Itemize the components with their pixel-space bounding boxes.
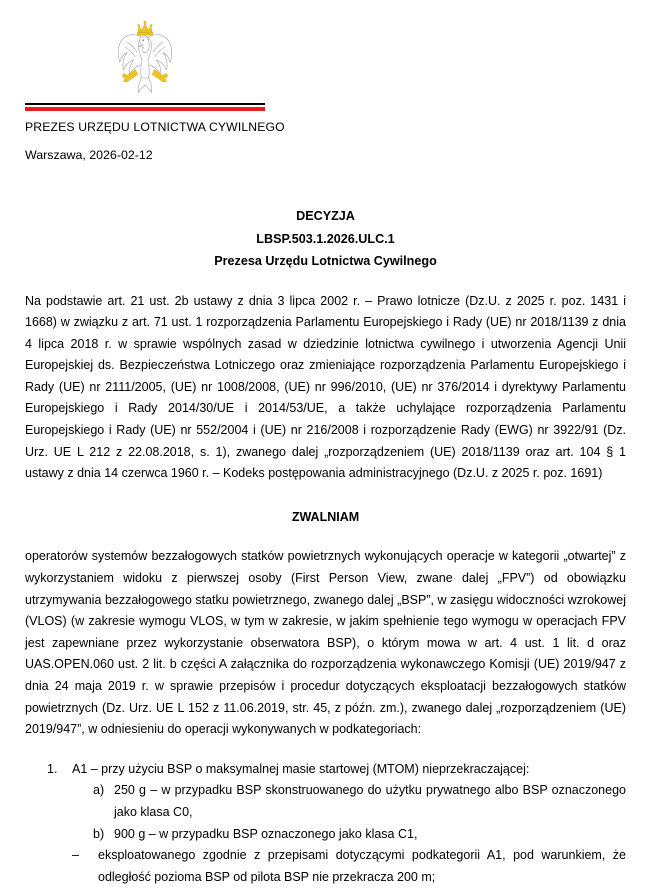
list-item bbox=[25, 780, 626, 823]
list-item-text: 900 g – w przypadku BSP oznaczonego jako klasa C1, bbox=[114, 826, 418, 841]
place-and-date: Warszawa, 2026-02-12 bbox=[25, 148, 153, 162]
decision-reference-number: LBSP.503.1.2026.ULC.1 bbox=[256, 231, 395, 246]
header-rule-red bbox=[25, 107, 265, 111]
list-item-marker: b) bbox=[93, 826, 105, 841]
list-item-marker: a) bbox=[93, 783, 105, 798]
list-item-text: 250 g – w przypadku BSP skonstruowanego do użytku prywatnego albo BSP oznaczonego jako klasa C0, bbox=[114, 783, 626, 819]
list-item-text: eksploatowanego zgodnie z przepisami dotyczącymi podkategorii A1, pod warunkiem, że odległość pozioma BSP od pilota BSP nie przekracza 200 m; bbox=[98, 848, 626, 884]
subcategory-list bbox=[25, 759, 626, 888]
list-item-marker: – bbox=[72, 848, 79, 863]
document-body bbox=[25, 205, 626, 888]
letterhead bbox=[25, 18, 285, 134]
list-item bbox=[25, 824, 626, 846]
legal-basis-paragraph: Na podstawie art. 21 ust. 2b ustawy z dnia 3 lipca 2002 r. – Prawo lotnicze (Dz.U. z 2025 r. poz. 1431 i 1668) w związku z art. 71 ust. 1 rozporządzenia Parlamentu Europejskiego i Rady (UE) nr 2018/1139 z dnia 4 lipca 2018 r. w sprawie wspólnych zasad w dziedzinie lotnictwa cywilnego i utworzenia Agencji Unii Europejskiej ds. Bezpieczeństwa Lotniczego oraz zmieniające rozporządzenia Parlamentu Europejskiego i Rady (UE) nr 2111/2005, (UE) nr 1008/2008, (UE) nr 996/2010, (UE) nr 376/2014 i dyrektywy Parlamentu Europejskiego i Rady 2014/30/UE i 2014/53/UE, a także uchylające rozporządzenia Parlamentu Europejskiego i Rady (UE) nr 552/2004 i (UE) nr 216/2008 i rozporządzenie Rady (EWG) nr 3922/91 (Dz. Urz. UE L 212 z 22.08.2018, s. 1), zwanego dalej „rozporządzeniem (UE) 2018/1139 oraz art. 104 § 1 ustawy z dnia 14 czerwca 1960 r. – Kodeks postępowania administracyjnego (Dz.U. z 2025 r. poz. 1691) bbox=[25, 293, 626, 481]
polish-eagle-emblem bbox=[109, 18, 181, 96]
decision-authority: Prezesa Urzędu Lotnictwa Cywilnego bbox=[214, 254, 437, 268]
operative-heading: ZWALNIAM bbox=[291, 509, 360, 524]
list-item-text: A1 – przy użyciu BSP o maksymalnej masie startowej (MTOM) nieprzekraczającej: bbox=[72, 761, 530, 776]
list-item-marker: 1. bbox=[47, 761, 58, 776]
decision-title: DECYZJA bbox=[296, 209, 355, 223]
decision-title-block bbox=[25, 205, 626, 273]
office-name: PREZES URZĘDU LOTNICTWA CYWILNEGO bbox=[25, 120, 285, 134]
operative-paragraph: operatorów systemów bezzałogowych statków powietrznych wykonujących operacje w kategorii „otwartej” z wykorzystaniem widoku z pierwszej osoby (First Person View, zwane dalej „FPV”) od obowiązku utrzymywania bezzałogowego statku powietrznego, zwanego dalej „BSP”, w zasięgu widoczności wzrokowej (VLOS) (w zakresie wymogu VLOS, w tym w zakresie, w jakim spełnienie tego wymogu w operacjach FPV jest zapewniane przez wykorzystanie obserwatora BSP), o którym mowa w art. 4 ust. 1 lit. d oraz UAS.OPEN.060 ust. 2 lit. b części A załącznika do rozporządzenia wykonawczego Komisji (UE) 2019/947 z dnia 24 maja 2019 r. w sprawie przepisów i procedur dotyczących eksploatacji bezzałogowych statków powietrznych (Dz. Urz. UE L 152 z 11.06.2019, str. 45, z późn. zm.), zwanego dalej „rozporządzeniem (UE) 2019/947”, w odniesieniu do operacji wykonywanych w podkategoriach: bbox=[25, 549, 626, 737]
emblem-container bbox=[25, 18, 265, 96]
list-item bbox=[25, 759, 626, 781]
list-item bbox=[25, 845, 626, 888]
